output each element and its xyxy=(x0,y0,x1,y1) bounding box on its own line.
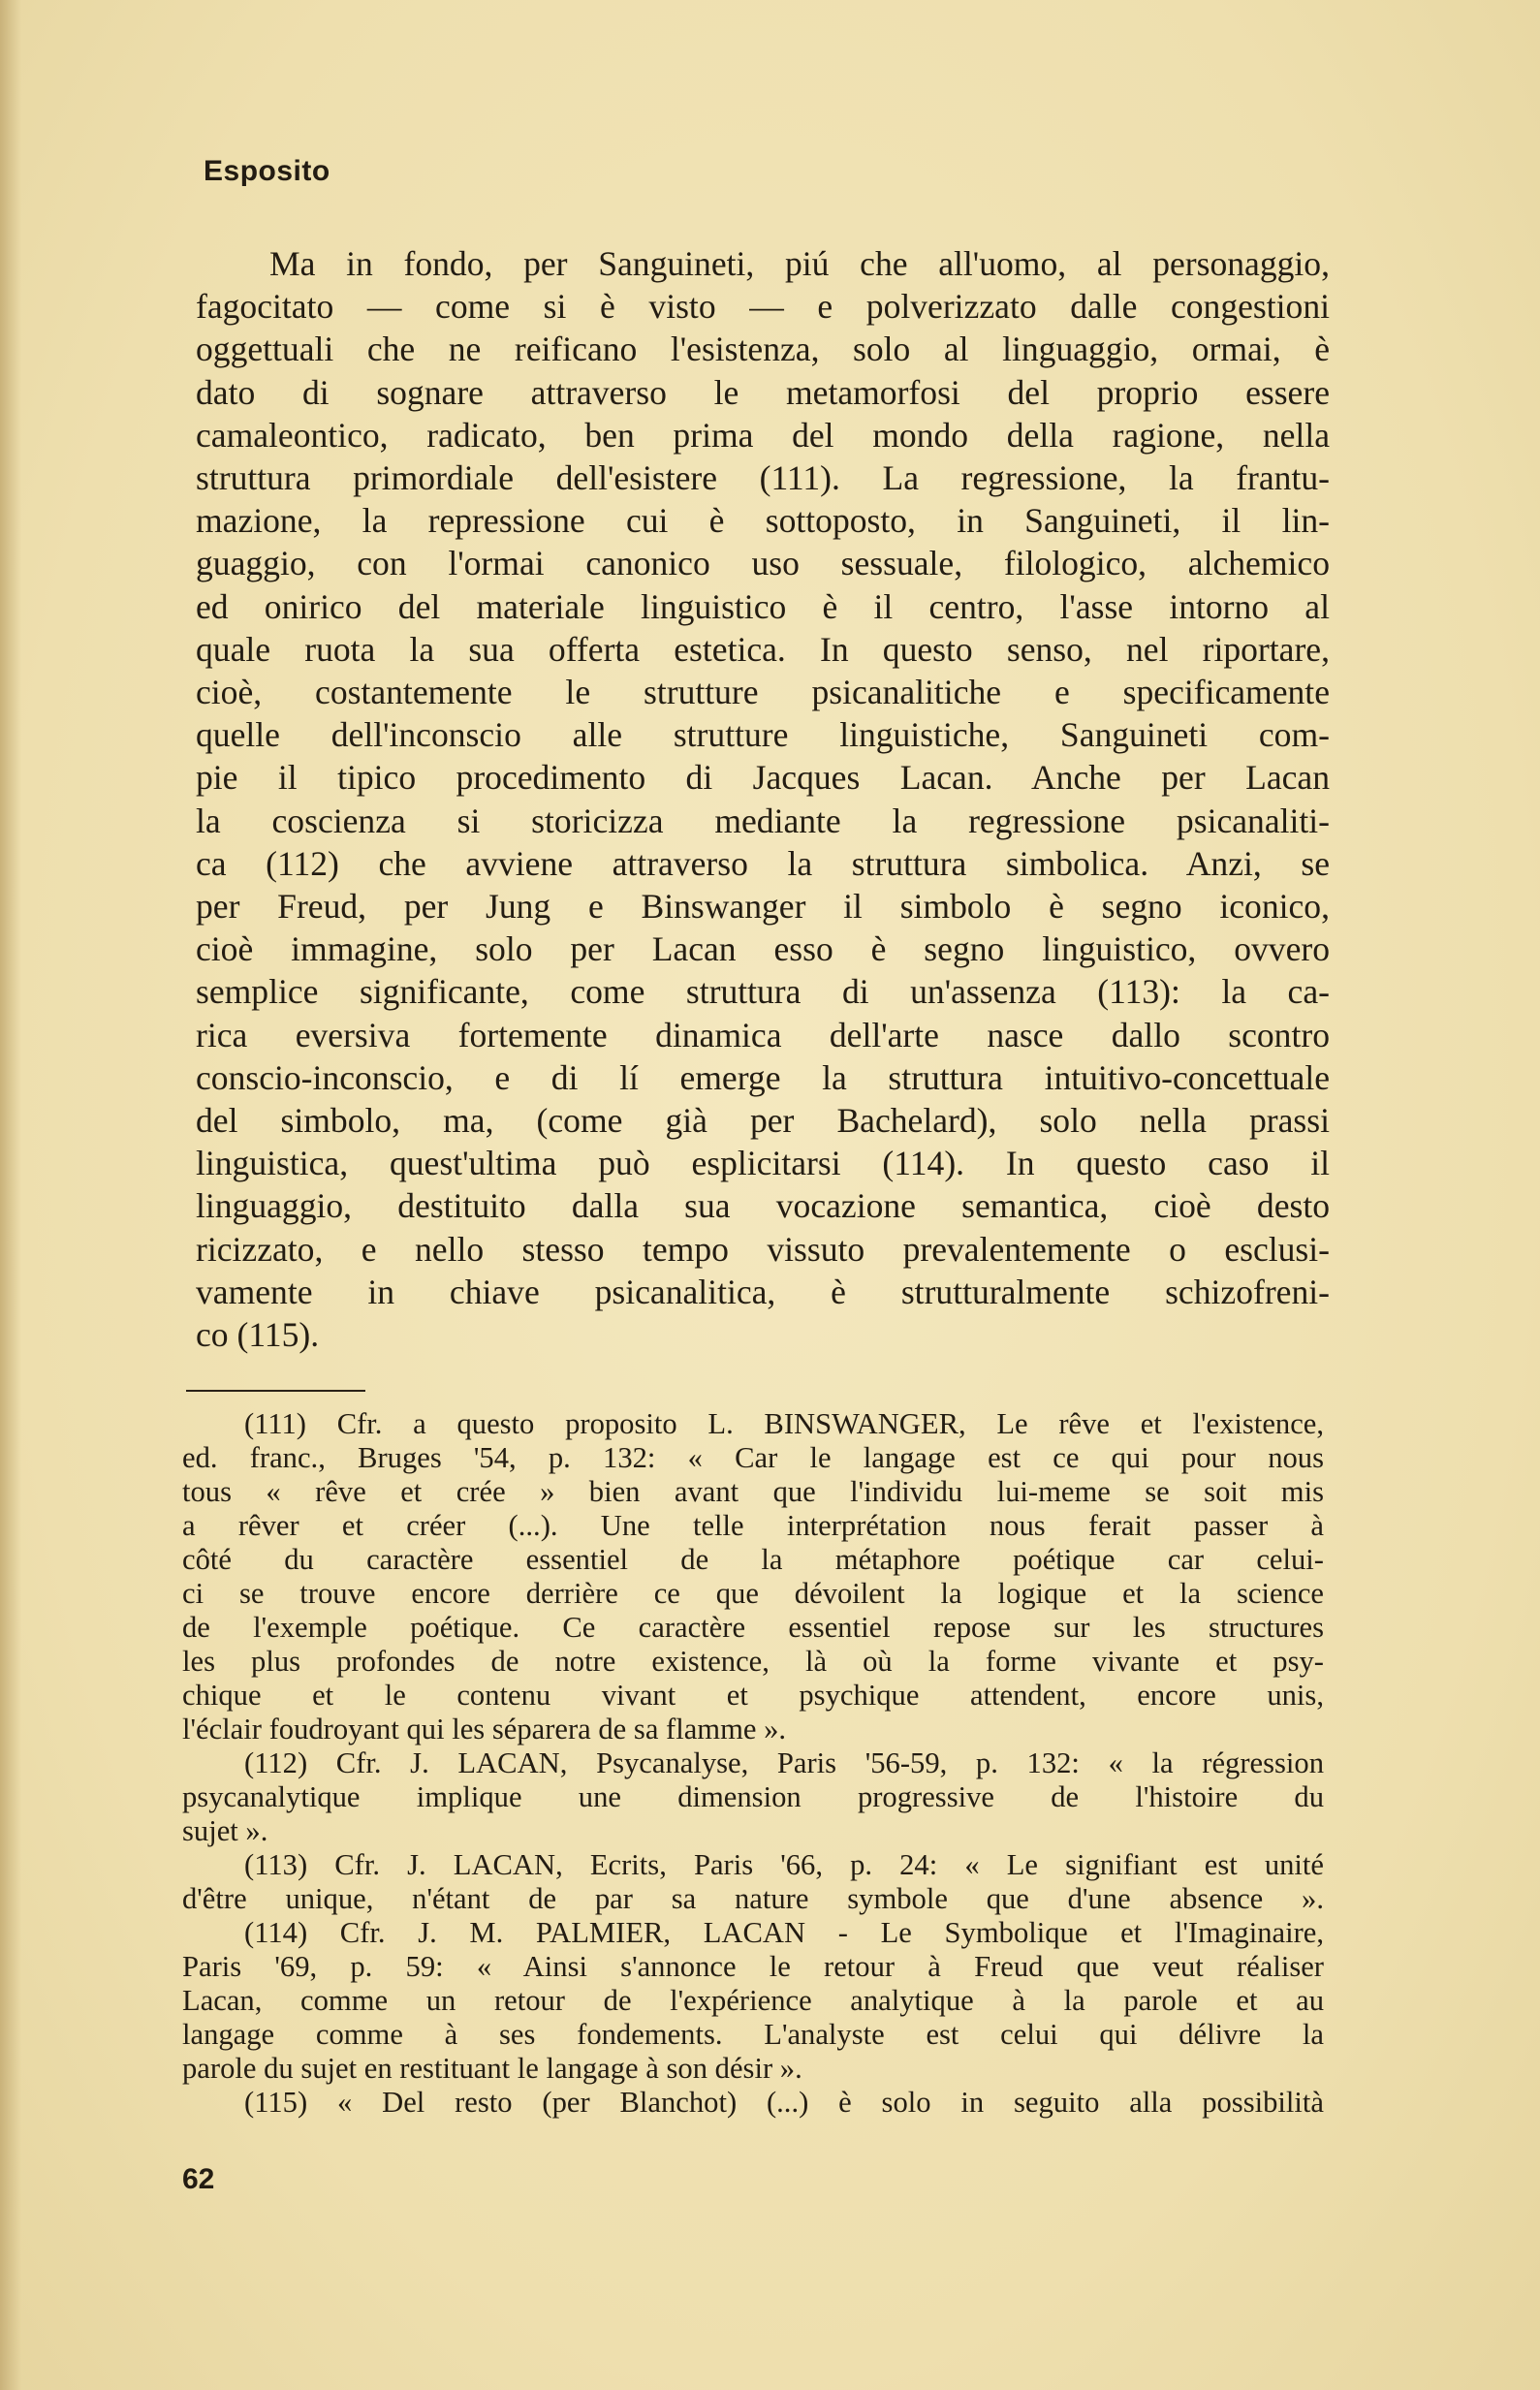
body-line: co (115). xyxy=(196,1315,320,1355)
running-head: Esposito xyxy=(204,155,330,187)
body-line: quale ruota la sua offerta estetica. In questo senso, nel riportare, xyxy=(196,629,1330,669)
body-line: ed onirico del materiale linguistico è il centro, l'asse intorno al xyxy=(196,586,1330,626)
footnote-line: l'éclair foudroyant qui les séparera de sa flamme ». xyxy=(182,1713,787,1745)
body-line: la coscienza si storicizza mediante la regressione psicanaliti- xyxy=(196,801,1330,840)
body-line: ca (112) che avviene attraverso la struttura simbolica. Anzi, se xyxy=(196,843,1330,883)
body-line: rica eversiva fortemente dinamica dell'arte nasce dallo scontro xyxy=(196,1015,1330,1054)
page-number: 62 xyxy=(182,2163,215,2195)
footnote-line: sujet ». xyxy=(182,1814,268,1847)
footnote-line: (113) Cfr. J. LACAN, Ecrits, Paris '66, p. 24: « Le signifiant est unité xyxy=(244,1848,1324,1881)
footnote-line: (111) Cfr. a questo proposito L. BINSWANGER, Le rêve et l'existence, xyxy=(244,1407,1324,1440)
body-line: del simbolo, ma, (come già per Bachelard), solo nella prassi xyxy=(196,1101,1330,1141)
footnote-separator-rule xyxy=(186,1390,365,1392)
body-line: mazione, la repressione cui è sottoposto, in Sanguineti, il lin- xyxy=(196,501,1330,541)
body-line: ricizzato, e nello stesso tempo vissuto prevalentemente o esclusi- xyxy=(196,1229,1330,1269)
footnote-line: Lacan, comme un retour de l'expérience analytique à la parole et au xyxy=(182,1984,1324,2017)
footnote-line: les plus profondes de notre existence, là où la forme vivante et psy- xyxy=(182,1645,1324,1678)
body-line: Ma in fondo, per Sanguineti, piú che all'uomo, al personaggio, xyxy=(269,244,1330,283)
body-line: conscio-inconscio, e di lí emerge la struttura intuitivo-concettuale xyxy=(196,1057,1330,1097)
body-line: struttura primordiale dell'esistere (111). La regressione, la frantu- xyxy=(196,458,1330,498)
footnote-111 xyxy=(182,1407,1324,1746)
footnote-line: d'être unique, n'étant de par sa nature symbole que d'une absence ». xyxy=(182,1882,1324,1915)
body-line: guaggio, con l'ormai canonico uso sessuale, filologico, alchemico xyxy=(196,544,1330,583)
footnote-line: psycanalytique implique une dimension progressive de l'histoire du xyxy=(182,1780,1324,1813)
footnote-112 xyxy=(182,1746,1324,1848)
body-line: oggettuali che ne reificano l'esistenza, solo al linguaggio, ormai, è xyxy=(196,330,1330,369)
body-line: linguistica, quest'ultima può esplicitarsi (114). In questo caso il xyxy=(196,1144,1330,1183)
footnote-line: (115) « Del resto (per Blanchot) (...) è solo in seguito alla possibilità xyxy=(244,2086,1324,2119)
footnote-113 xyxy=(182,1848,1324,1916)
footnote-line: (114) Cfr. J. M. PALMIER, LACAN - Le Symbolique et l'Imaginaire, xyxy=(244,1916,1324,1949)
body-line: camaleontico, radicato, ben prima del mondo della ragione, nella xyxy=(196,415,1330,455)
spine-shadow xyxy=(0,0,21,2390)
footnote-line: langage comme à ses fondements. L'analyste est celui qui délivre la xyxy=(182,2018,1324,2051)
body-line: quelle dell'inconscio alle strutture linguistiche, Sanguineti com- xyxy=(196,715,1330,755)
footnote-115 xyxy=(182,2086,1324,2120)
footnotes xyxy=(182,1407,1324,2120)
footnote-line: ed. franc., Bruges '54, p. 132: « Car le langage est ce qui pour nous xyxy=(182,1441,1324,1474)
footnote-line: Paris '69, p. 59: « Ainsi s'annonce le retour à Freud que veut réaliser xyxy=(182,1950,1324,1983)
footnote-line: ci se trouve encore derrière ce que dévoilent la logique et la science xyxy=(182,1577,1324,1610)
footnote-line: côté du caractère essentiel de la métaphore poétique car celui- xyxy=(182,1543,1324,1576)
footnote-line: de l'exemple poétique. Ce caractère essentiel repose sur les structures xyxy=(182,1611,1324,1644)
body-line: vamente in chiave psicanalitica, è strutturalmente schizofreni- xyxy=(196,1272,1330,1311)
footnote-line: parole du sujet en restituant le langage à son désir ». xyxy=(182,2052,802,2085)
body-line: linguaggio, destituito dalla sua vocazione semantica, cioè desto xyxy=(196,1186,1330,1226)
footnote-line: tous « rêve et crée » bien avant que l'individu lui-meme se soit mis xyxy=(182,1475,1324,1508)
footnote-line: a rêver et créer (...). Une telle interprétation nous ferait passer à xyxy=(182,1509,1324,1542)
body-line: semplice significante, come struttura di un'assenza (113): la ca- xyxy=(196,972,1330,1012)
body-line: cioè immagine, solo per Lacan esso è segno linguistico, ovvero xyxy=(196,929,1330,969)
body-paragraph xyxy=(196,242,1330,1356)
footnote-line: (112) Cfr. J. LACAN, Psycanalyse, Paris '56-59, p. 132: « la régression xyxy=(244,1746,1324,1779)
body-line: dato di sognare attraverso le metamorfosi del proprio essere xyxy=(196,372,1330,412)
body-line: fagocitato — come si è visto — e polverizzato dalle congestioni xyxy=(196,287,1330,327)
footnote-line: chique et le contenu vivant et psychique attendent, encore unis, xyxy=(182,1679,1324,1712)
footnote-114 xyxy=(182,1916,1324,2086)
body-line: pie il tipico procedimento di Jacques Lacan. Anche per Lacan xyxy=(196,758,1330,798)
body-line: cioè, costantemente le strutture psicanalitiche e specificamente xyxy=(196,673,1330,712)
body-line: per Freud, per Jung e Binswanger il simbolo è segno iconico, xyxy=(196,887,1330,927)
